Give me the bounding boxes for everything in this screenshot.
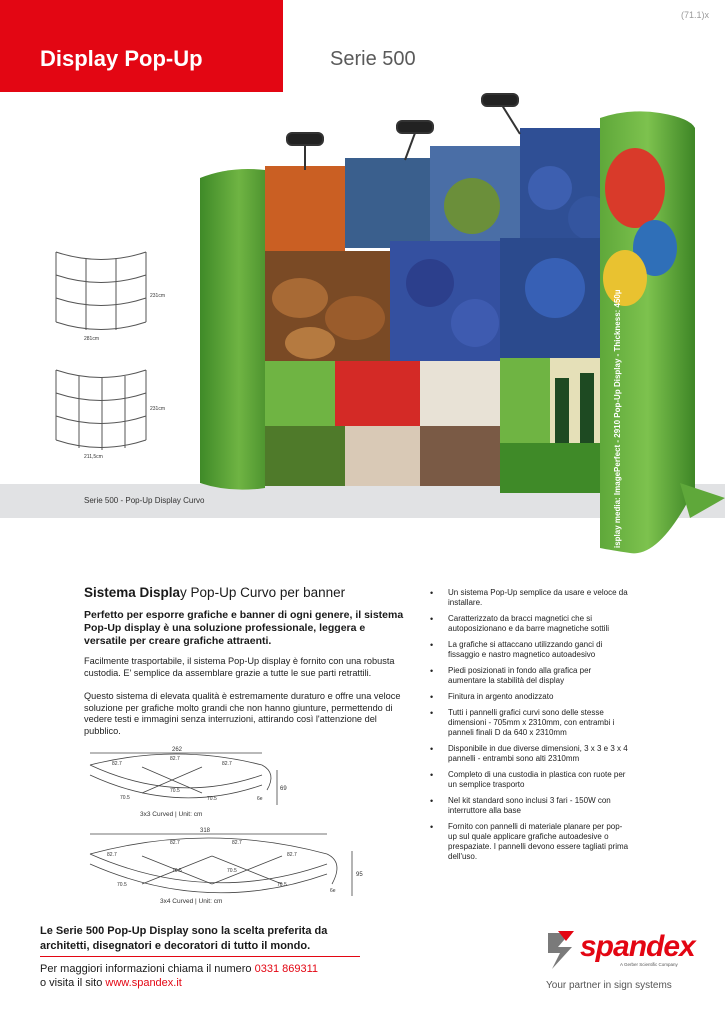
feature-item: • Fornito con pannelli di materiale planare per pop-up sul quale applicare grafiche autoadesive o prespaziate. I pannelli devono essere tagliati prima dell'uso. <box>430 822 629 861</box>
website-link[interactable]: www.spandex.it <box>105 977 182 989</box>
page-code: (71.1)x <box>680 10 709 20</box>
svg-text:95: 95 <box>356 872 363 878</box>
body-paragraph-1: Facilmente trasportabile, il sistema Pop-Up display è fornito con una robusta custodia. E' semplice da assemblare grazie a tutte le sue parti retrattili. <box>84 656 395 678</box>
svg-text:6e: 6e <box>257 796 263 802</box>
plan-caption-3x3: 3x3 Curved | Unit: cm <box>140 811 203 818</box>
svg-text:82.7: 82.7 <box>107 852 117 858</box>
svg-text:70.5: 70.5 <box>170 788 180 794</box>
feature-item: • Disponibile in due diverse dimensioni, 3 x 3 e 3 x 4 pannelli - entrambi sono alti 2310mm <box>430 744 628 763</box>
svg-text:231cm: 231cm <box>150 293 166 299</box>
frame-thumbnail-3x4 <box>46 360 166 460</box>
lead-paragraph: Perfetto per esporre grafiche e banner di ogni genere, il sistema Pop-Up display è una soluzione professionale, leggera e versatile per creare grafiche attraenti. <box>84 609 404 647</box>
feature-item: • Finitura in argento anodizzato <box>430 692 554 702</box>
svg-text:70.5: 70.5 <box>117 882 127 888</box>
photo-caption: Serie 500 - Pop-Up Display Curvo <box>84 496 205 505</box>
page-title: Display Pop-Up <box>40 46 203 71</box>
svg-text:82.7: 82.7 <box>170 840 180 846</box>
svg-text:82.7: 82.7 <box>287 852 297 858</box>
svg-text:70.5: 70.5 <box>227 868 237 874</box>
svg-text:262: 262 <box>172 747 183 753</box>
svg-text:318: 318 <box>200 828 211 834</box>
contact-info: Per maggiori informazioni chiama il numero 0331 869311 o visita il sito www.spandex.it <box>40 963 319 989</box>
svg-text:82.7: 82.7 <box>112 761 122 767</box>
partner-slogan: Your partner in sign systems <box>546 980 672 991</box>
svg-text:70.5: 70.5 <box>277 882 287 888</box>
feature-item: • Tutti i pannelli grafici curvi sono delle stesse dimensioni - 705mm x 2310mm, con entrambi i panneli finali D da 640 x 2310mm <box>430 708 615 737</box>
svg-text:70.5: 70.5 <box>207 796 217 802</box>
logo-wordmark: spandex <box>580 930 695 963</box>
svg-text:211,5cm: 211,5cm <box>84 454 103 460</box>
section-title: Sistema Display Pop-Up Curvo per banner <box>84 585 346 600</box>
svg-text:82.7: 82.7 <box>232 840 242 846</box>
svg-text:82.7: 82.7 <box>222 761 232 767</box>
feature-item: • Nel kit standard sono inclusi 3 fari - 150W con interruttore alla base <box>430 796 611 815</box>
title-banner <box>0 0 283 92</box>
feature-item: • Caratterizzato da bracci magnetici che si autoposizionano e da barre magnetiche sottili <box>430 614 609 633</box>
divider <box>40 956 360 957</box>
graphic-panels <box>265 128 620 493</box>
tagline: Le Serie 500 Pop-Up Display sono la scelta preferita da architetti, disegnatori e decoratori di tutto il mondo. <box>40 925 328 952</box>
svg-text:69: 69 <box>280 786 287 792</box>
svg-text:70.5: 70.5 <box>120 795 130 801</box>
display-side-text: isplay media: ImagePerfect - 2910 Pop-Up Display - Thickness: 450µ <box>613 289 622 548</box>
body-paragraph-2: Questo sistema di elevata qualità è estremamente duraturo e offre una veloce soluzione per grafiche molto grandi che non hanno giunture, permettendo di vedere testi e immagini senza interruzioni, attirando così l'attenzione del pubblico. <box>84 691 401 736</box>
series-title: Serie 500 <box>330 48 416 70</box>
svg-text:231cm: 231cm <box>150 406 166 412</box>
plan-diagram-3x3 <box>82 745 382 820</box>
svg-text:6e: 6e <box>330 888 336 894</box>
logo-subtitle: A Gerber Scientific Company <box>620 962 678 967</box>
svg-text:70.5: 70.5 <box>172 868 182 874</box>
feature-item: • Un sistema Pop-Up semplice da usare e veloce da installare. <box>430 588 628 607</box>
plan-caption-3x4: 3x4 Curved | Unit: cm <box>160 898 223 905</box>
feature-item: • Piedi posizionati in fondo alla grafica per aumentare la stabilità del display <box>430 666 592 685</box>
display-photo <box>190 88 725 558</box>
phone-number: 0331 869311 <box>254 963 319 975</box>
feature-list <box>430 588 630 868</box>
feature-item: • La grafiche si attaccano utilizzando ganci di fissaggio e nastro magnetico autoadesivo <box>430 640 603 659</box>
svg-text:281cm: 281cm <box>84 336 100 342</box>
plan-diagram-3x4 <box>82 826 382 910</box>
svg-text:82.7: 82.7 <box>170 756 180 762</box>
frame-thumbnail-3x3 <box>46 242 166 342</box>
feature-item: • Completo di una custodia in plastica con ruote per un semplice trasporto <box>430 770 626 789</box>
